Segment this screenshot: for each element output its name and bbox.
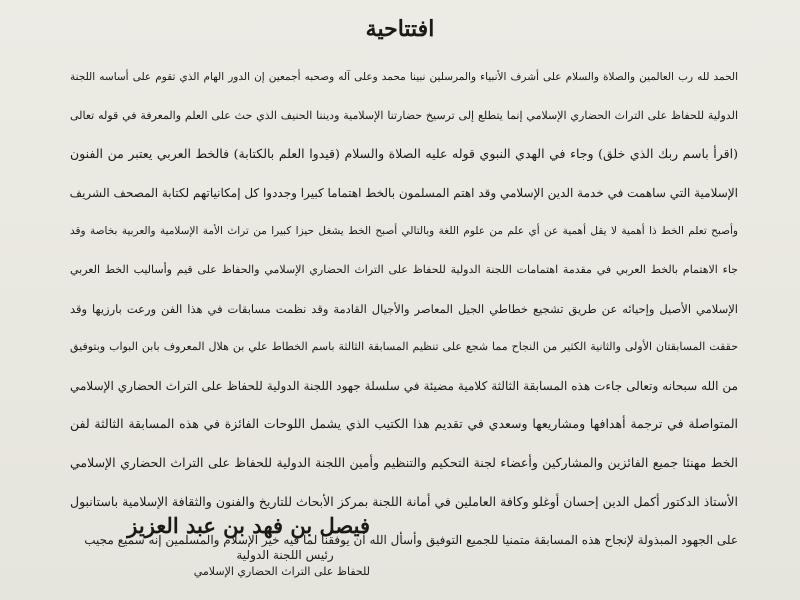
text-line: حققت المسابقتان الأولى والثانية الكثير من النجاح مما شجع على تنظيم المسابقة الثالثة باسم الخطاط علي بن هلال المعروف بابن البواب وبتوفيق <box>70 340 738 354</box>
text-line: من الله سبحانه وتعالى جاءت هذه المسابقة الثالثة كلامية مضيئة في سلسلة جهود اللجنة الدولية للحفاظ على التراث الحضاري الإسلامي <box>70 378 738 393</box>
text-line: الحمد لله رب العالمين والصلاة والسلام على أشرف الأنبياء والمرسلين نبينا محمد وعلى آله وصحبه أجمعين إن الدور الهام الذي تقوم على أساسه اللجنة <box>70 71 738 83</box>
signature-block <box>127 512 370 580</box>
signatory-title: رئيس اللجنة الدولية <box>236 548 334 562</box>
document-body <box>70 58 738 560</box>
text-line: (اقرأ باسم ربك الذي خلق) وجاء في الهدي النبوي قوله عليه الصلاة والسلام (قيدوا العلم بالكتابة) فالخط العربي يعتبر من الفنون <box>70 146 738 162</box>
text-line: الإسلامية التي ساهمت في خدمة الدين الإسلامي وقد اهتم المسلمون بالخط اهتماما كبيرا وجددوا كل إمكانياتهم لكتابة المصحف الشريف <box>70 185 738 200</box>
text-line: الإسلامي الأصيل وإحيائه عن طريق تشجيع خطاطي الجيل المعاصر والأجيال القادمة وقد نظمت مسابقات في هذا الفن ورعت بارزيها وقد <box>70 301 738 316</box>
document-title: افتتاحية <box>365 16 435 42</box>
signatory-name: فيصل بن فهد بن عبد العزيز <box>127 513 370 538</box>
text-line: الدولية للحفاظ على التراث الحضاري الإسلامي إنما يتطلع إلى ترسيخ حضارتنا الإسلامية وديننا الحنيف الذي حث على العلم والمعرفة في قوله تعالى <box>70 108 738 122</box>
signatory-organization: للحفاظ على التراث الحضاري الإسلامي <box>193 565 370 578</box>
text-line: وأصبح تعلم الخط ذا أهمية لا يقل أهمية عن أي علم من علوم اللغة وبالتالي أصبح الخط يشغل حيزا كبيرا من تراث الأمة الإسلامية والعربية بخاصة وقد <box>70 225 738 238</box>
text-line: الأستاذ الدكتور أكمل الدين إحسان أوغلو وكافة العاملين في أمانة اللجنة بمركز الأبحاث للتاريخ والفنون والثقافة الإسلامية باستانبول <box>70 493 738 509</box>
text-line: على الجهود المبذولة لإنجاح هذه المسابقة متمنيا للجميع التوفيق وأسأل الله أن يوفقنا لما فيه خير الإسلام والمسلمين إنه سميع مجيب <box>84 533 738 548</box>
text-line: الخط مهنئا جميع الفائزين والمشاركين وأعضاء لجنة التحكيم والتنظيم وأمين اللجنة الدولية للحفاظ على التراث الحضاري الإسلامي <box>70 454 738 470</box>
text-line: جاء الاهتمام بالخط العربي في مقدمة اهتمامات اللجنة الدولية للحفاظ على التراث الحضاري الإسلامي والحفاظ على قيم وأساليب الخط العربي <box>70 262 738 276</box>
text-line: المتواصلة في ترجمة أهدافها ومشاريعها وسعدي في تقديم هذا الكتيب الذي يشمل اللوحات الفائزة في هذه المسابقة الثالثة لفن <box>70 416 738 432</box>
